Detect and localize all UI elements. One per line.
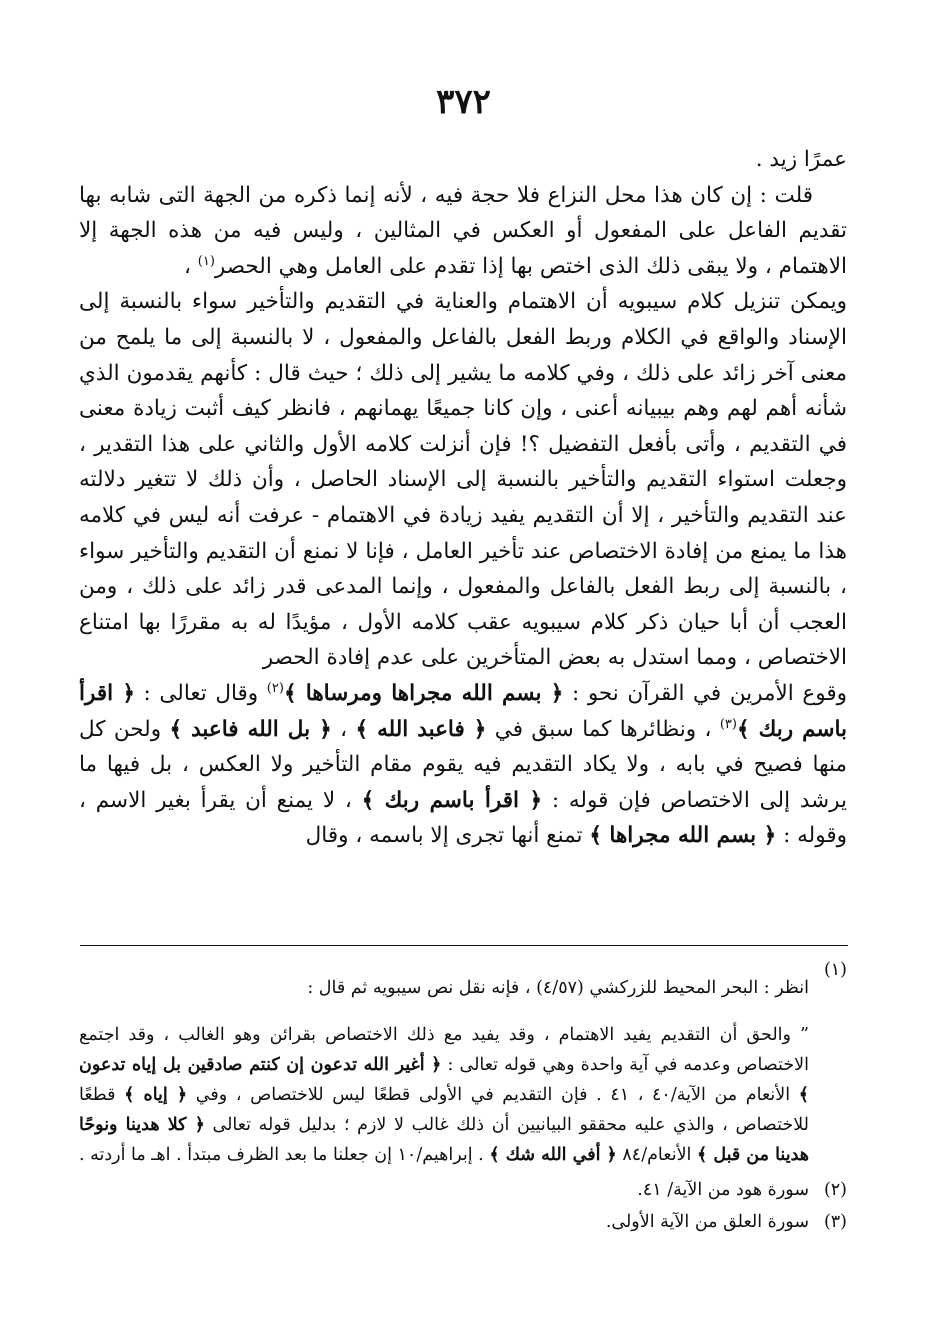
footnote-2: [79, 1175, 847, 1205]
quran-quote-2: ﴿ اقرأ باسم ربك ﴾: [79, 680, 847, 742]
quran-quote-4: ﴿ بل الله فاعبد ﴾: [169, 716, 332, 742]
footnote-1-quote-mid-3: الأنعام/٨٤: [616, 1145, 697, 1165]
footnote-3: [79, 1207, 847, 1237]
footnote-1-lead: انظر : البحر المحيط للزركشي (٤/٥٧) ، فإنه نقل نص سيبويه ثم قال :: [307, 977, 809, 998]
footnote-1-body: [79, 955, 809, 1170]
footnote-1-verse-2: ﴿ إياه ﴾: [124, 1085, 188, 1105]
footnotes: [79, 955, 847, 1237]
paragraph-3-text-6: ، لا يمنع أن يقرأ بغير الاسم ، وقوله :: [79, 787, 847, 849]
footnote-ref-3: (٣): [719, 716, 737, 732]
paragraph-3-text-3: ، ونظائرها كما سبق في: [486, 716, 720, 742]
footnote-1-quote-end: . إبراهيم/١٠ إن جعلنا ما بعد الظرف مبتدأ . اهـ ما أردته .: [78, 1145, 490, 1165]
paragraph-3-text-4: ،: [331, 716, 356, 742]
footnote-1-number: (١): [823, 960, 847, 980]
footnote-1-verse-1: ﴿ أغير الله تدعون إن كنتم صادقين بل إياه تدعون ﴾: [79, 1055, 809, 1105]
paragraph-3: [79, 676, 847, 854]
footnote-1-verse-4: ﴿ أفي الله شك ﴾: [489, 1145, 617, 1165]
paragraph-3-text-5: ولحن كل منها فصيح في بابه ، ولا يكاد التقديم فيه يقوم مقام التأخير ولا العكس ، بل فيها ما يرشد إلى الاختصاص فإن قوله :: [79, 716, 848, 813]
opening-line: عمرًا زيد .: [755, 147, 847, 172]
footnote-1: [79, 955, 847, 1170]
footnote-ref-2: (٢): [266, 680, 284, 696]
paragraph-2: ويمكن تنزيل كلام سيبويه أن الاهتمام والعناية في التقديم والتأخير سواء بالنسبة إلى الإسناد والواقع في الكلام وربط الفعل بالفاعل والمفعول ، لا بالنسبة إلى ما يلمح من معنى آخر زائد على ذلك ، وفي كلامه ما يشير إلى ذلك ؛ حيث قال : كأنهم يقدمون الذي شأنه أهم لهم وهم بيبيانه أعنى ، وإن كانا جميعًا يهمانهم ، فانظر كيف أثبت زيادة معنى في التقديم ، وأتى بأفعل التفضيل ؟! فإن أنزلت كلامه الأول والثاني على هذا التقدير ، وجعلت استواء التقديم والتأخير بالنسبة إلى الإسناد الحاصل ، وأن ذلك لا تتغير دلالته عند التقديم والتأخير ، إلا أن التقديم يفيد زيادة في الاهتمام - عرفت أنه ليس في كلامه هذا ما يمنع من إفادة الاختصاص عند تأخير العامل ، فإنا لا نمنع أن التقديم والتأخير سواء ، بالنسبة إلى ربط الفعل بالفاعل والمفعول ، وإنما المدعى قدر زائد على ذلك ، ومن العجب أن أبا حيان ذكر كلام سيبويه عقب كلامه الأول ، مؤيدًا له به مقررًا بها امتناع الاختصاص ، ومما استدل به بعض المتأخرين على عدم إفادة الحصر: [79, 289, 847, 671]
paragraph-3-text-7: تمنع أنها تجرى إلا باسمه ، وقال: [305, 823, 590, 849]
footnote-1-quote-mid-2: قطعًا للاختصاص ، والذي عليه محققو البيانيين أن ذلك غالب لا لازم ؛ بدليل قوله تعالى: [79, 1085, 809, 1135]
footnote-1-quote: [79, 1020, 809, 1170]
footnote-ref-1: (١): [197, 253, 215, 269]
footnote-1-verse-3: ﴿ كلا هدينا ونوحًا هدينا من قبل ﴾: [79, 1115, 809, 1165]
paragraph-3-text-1: وقوع الأمرين في القرآن نحو :: [563, 680, 847, 706]
paragraph-1-text: قلت : إن كان هذا محل النزاع فلا حجة فيه ، لأنه إنما ذكره من الجهة التى شابه بها تقديم الفاعل على المفعول أو العكس في المثالين ، وليس فيه من هذه الجهة إلا الاهتمام ، ولا يبقى ذلك الذى اختص بها إذا تقدم على العامل وهي الحصر: [79, 182, 847, 279]
main-text: [79, 142, 847, 854]
footnote-3-text: سورة العلق من الآية الأولى.: [605, 1212, 809, 1232]
paragraph-1-end: ،: [183, 253, 198, 279]
paragraph-3-text-2: وقال تعالى :: [134, 680, 267, 706]
footnote-2-text: سورة هود من الآية/ ٤١.: [637, 1180, 809, 1200]
quran-quote-1: ﴿ بسم الله مجراها ومرساها ﴾: [283, 680, 564, 706]
footnote-1-quote-mid-1: الأنعام من الآية/٤٠ ، ٤١ . فإن التقديم في الأولى قطعًا ليس للاختصاص ، وفي: [187, 1085, 799, 1105]
quran-quote-6: ﴿ بسم الله مجراها ﴾: [589, 823, 777, 849]
footnote-1-quote-open: ” والحق أن التقديم يفيد الاهتمام ، وقد يفيد مع ذلك الاختصاص بقرائن وهو الغالب ، وقد اجتمع الاختصاص وعدمه في آية واحدة وهي قوله تعالى :: [79, 1025, 809, 1075]
footnote-2-number: (٢): [823, 1180, 847, 1200]
quran-quote-5: ﴿ اقرأ باسم ربك ﴾: [361, 787, 543, 813]
page-number: ٣٧٢: [436, 82, 491, 122]
paragraph-1: [79, 178, 847, 285]
footnote-3-number: (٣): [823, 1212, 847, 1232]
footnote-separator: [80, 945, 848, 946]
quran-quote-3: ﴿ فاعبد الله ﴾: [355, 716, 487, 742]
